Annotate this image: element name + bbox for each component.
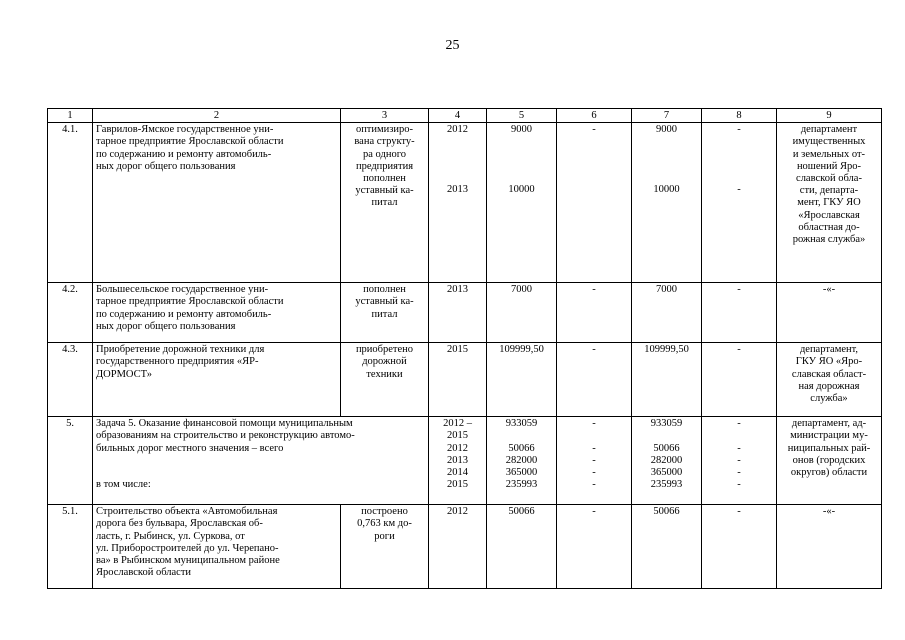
row-years: 2012: [429, 505, 487, 589]
header-cell: 8: [702, 109, 777, 123]
row-col8: - -: [702, 123, 777, 283]
row-col5: 933059 50066 282000 365000 235993: [487, 417, 557, 505]
row-col7: 9000 10000: [632, 123, 702, 283]
row-number: 4.3.: [48, 343, 93, 417]
header-cell: 9: [777, 109, 882, 123]
row-col8: -: [702, 343, 777, 417]
header-cell: 4: [429, 109, 487, 123]
row-col8: -: [702, 505, 777, 589]
header-row: [48, 109, 882, 123]
row-executor: -«-: [777, 283, 882, 343]
row-years: 2012 – 2015 2012 2013 2014 2015: [429, 417, 487, 505]
header-cell: 6: [557, 109, 632, 123]
row-executor: -«-: [777, 505, 882, 589]
row-number: 4.1.: [48, 123, 93, 283]
header-cell: 5: [487, 109, 557, 123]
row-executor: департамент имущественных и земельных от- ношений Яро- славской обла- сти, департа- мент, ГКУ ЯО «Ярославская областная до- рожная служба»: [777, 123, 882, 283]
table-row: [48, 283, 882, 343]
row-col5: 50066: [487, 505, 557, 589]
row-years: 2015: [429, 343, 487, 417]
row-col6: -: [557, 343, 632, 417]
table-row: [48, 417, 882, 505]
row-executor: департамент, ГКУ ЯО «Яро- славская област- ная дорожная служба»: [777, 343, 882, 417]
row-number: 5.: [48, 417, 93, 505]
row-col6: -: [557, 123, 632, 283]
header-cell: 1: [48, 109, 93, 123]
row-col8: - - - - -: [702, 417, 777, 505]
row-name: Большесельское государственное уни- тарное предприятие Ярославской области по содержанию и ремонту автомобиль- ных дорог общего пользования: [93, 283, 341, 343]
row-name: Приобретение дорожной техники для государственного предприятия «ЯР- ДОРМОСТ»: [93, 343, 341, 417]
row-years: 2012 2013: [429, 123, 487, 283]
header-cell: 7: [632, 109, 702, 123]
row-result: оптимизиро- вана структу- ра одного предприятия пополнен уставный ка- питал: [341, 123, 429, 283]
row-col8: -: [702, 283, 777, 343]
row-result: пополнен уставный ка- питал: [341, 283, 429, 343]
program-table: [47, 108, 882, 589]
row-number: 5.1.: [48, 505, 93, 589]
row-col6: -: [557, 505, 632, 589]
header-cell: 3: [341, 109, 429, 123]
table-row: [48, 343, 882, 417]
row-executor: департамент, ад- министрации му- ниципальных рай- онов (городских округов) области: [777, 417, 882, 505]
row-col5: 109999,50: [487, 343, 557, 417]
row-col5: 9000 10000: [487, 123, 557, 283]
row-col7: 933059 50066 282000 365000 235993: [632, 417, 702, 505]
row-result: приобретено дорожной техники: [341, 343, 429, 417]
header-cell: 2: [93, 109, 341, 123]
row-col6: - - - - -: [557, 417, 632, 505]
row-col6: -: [557, 283, 632, 343]
table-row: [48, 123, 882, 283]
row-col5: 7000: [487, 283, 557, 343]
row-name: Задача 5. Оказание финансовой помощи муниципальным образованиям на строительство и реконструкцию автомо- бильных дорог местного значения – всего в том числе:: [93, 417, 429, 505]
table-row: [48, 505, 882, 589]
row-col7: 109999,50: [632, 343, 702, 417]
page-number: 25: [445, 38, 460, 53]
row-name: Гаврилов-Ямское государственное уни- тарное предприятие Ярославской области по содержанию и ремонту автомобиль- ных дорог общего пользования: [93, 123, 341, 283]
row-col7: 50066: [632, 505, 702, 589]
row-name: Строительство объекта «Автомобильная дорога без бульвара, Ярославская об- ласть, г. Рыбинск, ул. Суркова, от ул. Приборостроителей до ул. Черепано- ва» в Рыбинском муниципальном районе Ярославской области: [93, 505, 341, 589]
row-result: построено 0,763 км до- роги: [341, 505, 429, 589]
row-years: 2013: [429, 283, 487, 343]
row-col7: 7000: [632, 283, 702, 343]
row-number: 4.2.: [48, 283, 93, 343]
